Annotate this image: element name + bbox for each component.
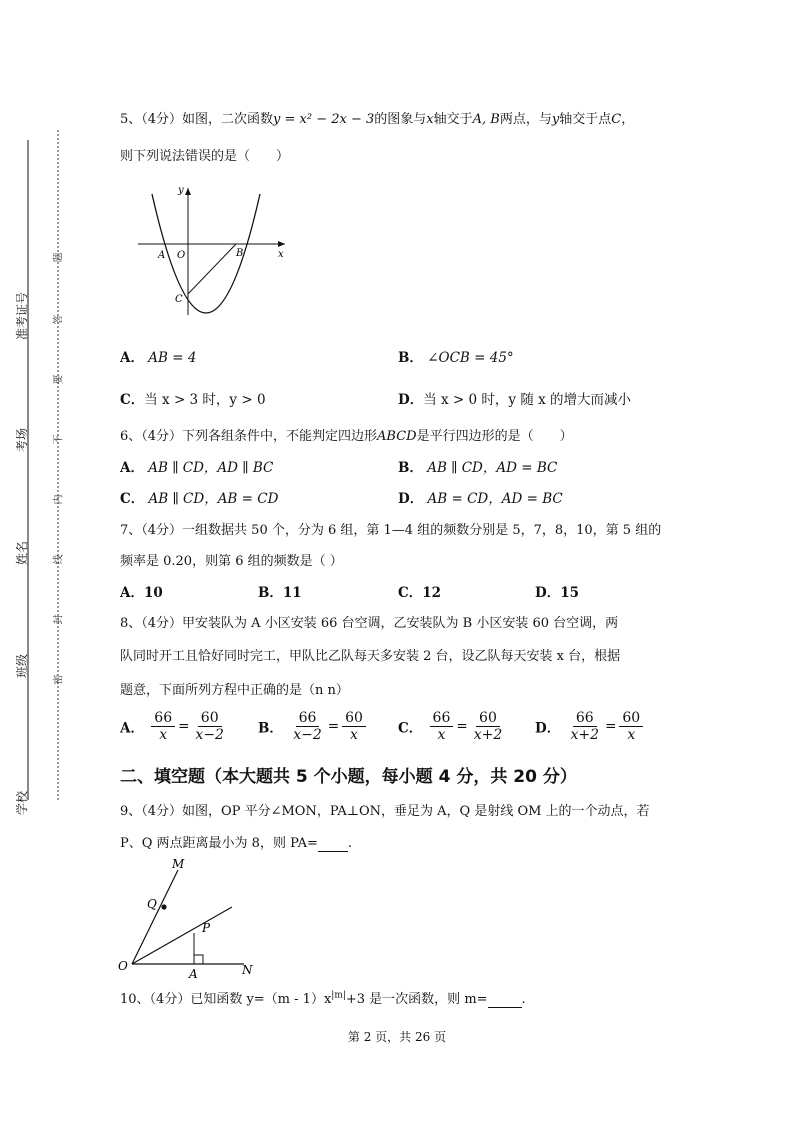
q5-parabola-figure <box>130 180 290 320</box>
margin-label-name: 姓名 <box>15 540 29 565</box>
q8-option-a[interactable]: A． $\frac{66}{x}$ = $\frac{60}{x-2}$ <box>120 710 230 743</box>
q6-stem: 6、（4分）下列各组条件中，不能判定四边形ABCD是平行四边形的是（ ） <box>120 429 573 444</box>
q9-stem-line1: 9、（4分）如图，OP 平分∠MON，PA⊥ON，垂足为 A，Q 是射线 OM 上的一个动点，若 <box>120 804 650 819</box>
q8-stem-line1: 8、（4分）甲安装队为 A 小区安装 66 台空调，乙安装队为 B 小区安装 60 台空调，两 <box>120 616 619 631</box>
seal-char: 不 <box>53 434 65 445</box>
margin-label-school: 学校 <box>15 790 29 815</box>
q9-label-n: N <box>242 963 253 977</box>
fraction: $\frac{60}{x-2}$ <box>195 710 224 744</box>
q8-stem-line2: 队同时开工且恰好同时完工，甲队比乙队每天多安装 2 台，设乙队每天安装 x 台，根据 <box>120 649 621 664</box>
q5-label-x: x <box>278 249 284 260</box>
page-footer: 第 2 页，共 26 页 <box>347 1030 447 1044</box>
q9-angle-figure <box>112 852 272 980</box>
section-title-fill-in: 二、填空题（本大题共 5 个小题，每小题 4 分，共 20 分） <box>120 767 577 787</box>
q5-option-a[interactable]: A． AB = 4 <box>120 350 197 366</box>
q7-option-a[interactable]: A．10 <box>120 585 163 601</box>
margin-label-exam-id: 准考证号 <box>15 291 29 340</box>
margin-label-class: 班级 <box>15 653 29 678</box>
q10-stem: 10、（4分）已知函数 $y=(m - 1)x^{|m|}+3$ 是一次函数，则 m= . <box>120 990 526 1007</box>
seal-char: 要 <box>53 374 65 385</box>
q5-option-b[interactable]: B． ∠OCB = 45° <box>398 350 514 366</box>
answer-blank[interactable] <box>318 836 348 852</box>
answer-blank[interactable] <box>488 992 522 1008</box>
margin-label-exam-room: 考场 <box>15 427 29 452</box>
q5-label-a: A <box>158 250 166 261</box>
q8-option-c[interactable]: C． $\frac{66}{x}$ = $\frac{60}{x+2}$ <box>398 710 508 743</box>
fraction: $\frac{60}{x}$ <box>342 710 366 743</box>
q8-option-b[interactable]: B． $\frac{66}{x-2}$ = $\frac{60}{x}$ <box>258 710 369 743</box>
fraction: $\frac{60}{x+2}$ <box>473 710 503 744</box>
q7-option-b[interactable]: B．11 <box>258 585 302 601</box>
seal-char: 密 <box>53 674 65 685</box>
fraction: $\frac{60}{x}$ <box>619 710 643 743</box>
q9-stem-line2: P、Q 两点距离最小为 8，则 PA= . <box>120 836 353 851</box>
margin-lines <box>0 0 80 1123</box>
q6-option-a[interactable]: A． AB ∥ CD，AD ∥ BC <box>120 460 274 476</box>
q8-option-d[interactable]: D． $\frac{66}{x+2}$ = $\frac{60}{x}$ <box>535 710 646 743</box>
q5-label-y: y <box>178 185 184 196</box>
q5-option-c[interactable]: C．当 x > 3 时，y > 0 <box>120 392 266 408</box>
q6-option-c[interactable]: C． AB ∥ CD，AB = CD <box>120 491 279 507</box>
q6-option-b[interactable]: B． AB ∥ CD，AD = BC <box>398 460 558 476</box>
q7-option-c[interactable]: C．12 <box>398 585 442 601</box>
q9-label-a: A <box>189 967 198 980</box>
seal-char: 答 <box>53 314 65 325</box>
q5-label-b: B <box>236 248 244 259</box>
fraction: $\frac{66}{x-2}$ <box>293 710 322 744</box>
q5-label-c: C <box>175 294 183 305</box>
q8-stem-line3: 题意，下面所列方程中正确的是（n n） <box>120 683 349 698</box>
q7-stem-line1: 7、（4分）一组数据共 50 个，分为 6 组，第 1—4 组的频数分别是 5，7，8，10，第 5 组的 <box>120 523 662 538</box>
q5-function: y = x² − 2x − 3 <box>273 112 375 127</box>
seal-char: 线 <box>53 554 65 565</box>
q7-option-d[interactable]: D．15 <box>535 585 579 601</box>
q5-stem: 5、（4分）如图，二次函数y = x² − 2x − 3的图象与x轴交于A, B两点，与y轴交于点C， <box>120 112 635 127</box>
q5-stem-line2: 则下列说法错误的是（ ） <box>120 149 290 164</box>
q5-option-d[interactable]: D．当 x > 0 时，y 随 x 的增大而减小 <box>398 392 632 408</box>
q7-stem-line2: 频率是 0.20，则第 6 组的频数是（ ） <box>120 554 343 569</box>
q9-label-o: O <box>118 959 128 973</box>
seal-char: 内 <box>53 494 65 505</box>
q9-label-p: P <box>202 921 211 935</box>
fraction: $\frac{66}{x}$ <box>430 710 454 743</box>
fraction: $\frac{66}{x+2}$ <box>570 710 600 744</box>
fraction: $\frac{66}{x}$ <box>151 710 175 743</box>
q9-label-m: M <box>172 857 185 871</box>
seal-char: 封 <box>53 614 65 625</box>
q9-label-q: Q <box>147 897 157 911</box>
seal-char: 题 <box>53 252 65 263</box>
q6-option-d[interactable]: D． AB = CD，AD = BC <box>398 491 563 507</box>
q5-label-o: O <box>177 250 186 261</box>
